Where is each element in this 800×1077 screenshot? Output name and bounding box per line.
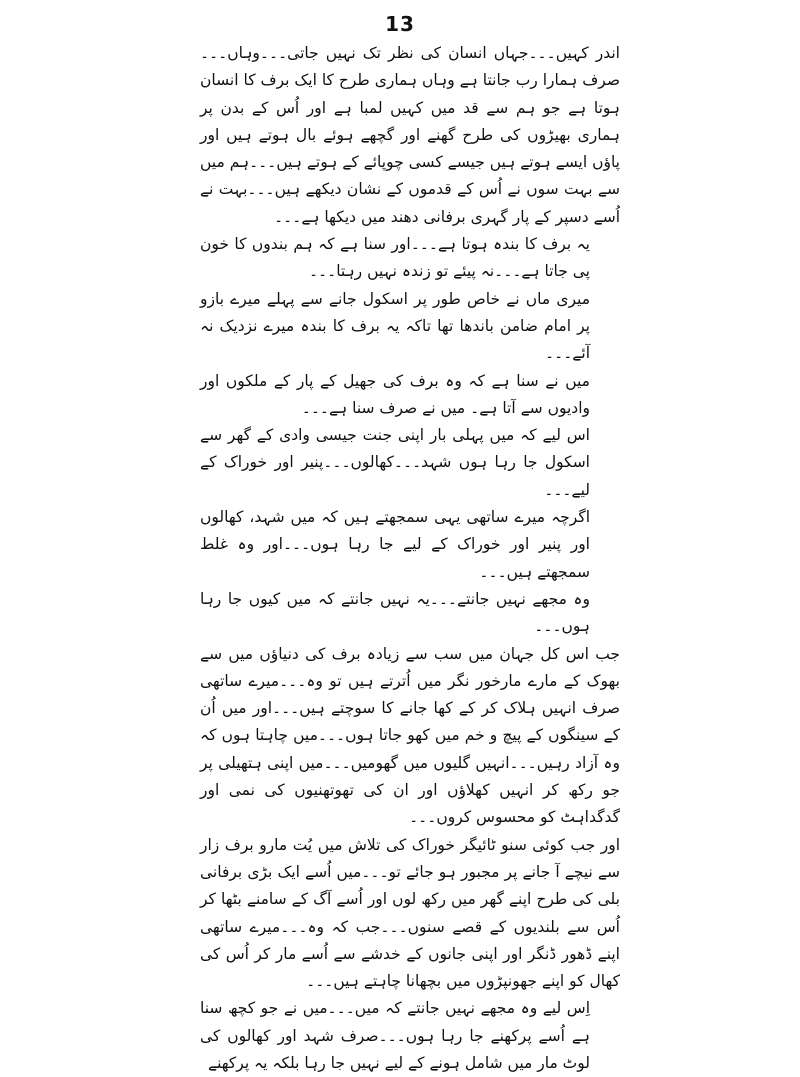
paragraph: میں نے سنا ہے کہ وہ برف کی جھیل کے پار کے ملکوں اور وادیوں سے آتا ہے۔ میں نے صرف سنا ہے۔۔۔ bbox=[200, 371, 590, 417]
page-number: 13 bbox=[385, 12, 415, 36]
paragraph: اور جب کوئی سنو ٹائیگر خوراک کی تلاش میں یُت مارو برف زار سے نیچے آ جانے پر مجبور ہو جائے تو۔۔۔میں اُسے ایک بڑی برفانی بلی کی طرح اپنے گھر میں رکھ لوں اور اُسے آگ کے سامنے بٹھا کر اُس سے بلندیوں کے قصے سنوں۔۔۔جب کہ وہ۔۔۔میرے ساتھی اپنے ڈھور ڈنگر اور اپنی جانوں کے خدشے سے اُسے مار کر اُس کی کھال کو اپنے جھونپڑوں میں بچھانا چاہتے ہیں۔۔۔ bbox=[200, 835, 620, 991]
paragraph: اگرچہ میرے ساتھی یہی سمجھتے ہیں کہ میں شہد، کھالوں اور پنیر اور خوراک کے لیے جا رہا ہوں۔۔۔اور وہ غلط سمجھتے ہیں۔۔۔ bbox=[200, 508, 590, 581]
paragraph: وہ مجھے نہیں جانتے۔۔۔یہ نہیں جانتے کہ میں کیوں جا رہا ہوں۔۔۔ bbox=[200, 589, 590, 636]
paragraph: یہ برف کا بندہ ہوتا ہے۔۔۔اور سنا ہے کہ ہم بندوں کا خون پی جاتا ہے۔۔۔نہ پیئے تو زندہ نہیں رہتا۔۔۔ bbox=[200, 235, 590, 281]
paragraph: میری ماں نے خاص طور پر اسکول جانے سے پہلے میرے بازو پر امام ضامن باندھا تھا تاکہ یہ برف کا بندہ میرے نزدیک نہ آئے۔۔۔ bbox=[200, 289, 590, 363]
paragraph: جب اس کل جہان میں سب سے زیادہ برف کی دنیاؤں میں سے بھوک کے مارے مارخور نگر میں اُترتے ہیں تو وہ۔۔۔میرے ساتھی صرف انہیں ہلاک کر کے کھا جانے کا سوچتے ہیں۔۔۔اور میں اُن کے سینگوں کے پیچ و خم میں کھو جاتا ہوں۔۔۔میں چاہتا ہوں کہ وہ آزاد رہیں۔۔۔انہیں گلیوں میں گھومیں۔۔۔میں اپنی ہتھیلی پر جو رکھ کر انہیں کھلاؤں اور ان کی تھوتھنیوں کی نمی اور گدگداہٹ کو محسوس کروں۔۔۔ bbox=[200, 644, 620, 827]
body-text bbox=[200, 40, 620, 1072]
paragraph: اس لیے کہ میں پہلی بار اپنی جنت جیسی وادی کے گھر سے اسکول جا رہا ہوں شہد۔۔۔کھالوں۔۔۔پنیر اور خوراک کے لیے۔۔۔ bbox=[200, 426, 590, 499]
paragraph: اِس لیے وہ مجھے نہیں جانتے کہ میں۔۔۔میں نے جو کچھ سنا ہے اُسے پرکھنے جا رہا ہوں۔۔۔صرف شہد اور کھالوں کی لوٹ مار میں شامل ہونے کے لیے نہیں جا رہا بلکہ یہ پرکھنے bbox=[200, 999, 590, 1072]
paragraph: اندر کہیں۔۔۔جہاں انسان کی نظر تک نہیں جاتی۔۔۔وہاں۔۔۔صرف ہمارا رب جانتا ہے وہاں ہماری طرح کا ایک برف کا انسان ہوتا ہے جو ہم سے قد میں کہیں لمبا ہے اور اُس کے بدن پر ہماری بھیڑوں کی طرح گھنے اور گچھے ہوئے بال ہوتے ہیں اور پاؤں ایسے ہوتے ہیں جیسے کسی چوپائے کے ہوتے ہیں۔۔۔ہم میں سے بہت سوں نے اُس کے قدموں کے نشان دیکھے ہیں۔۔۔بہت نے اُسے دسپر کے پار گہری برفانی دھند میں دیکھا ہے۔۔۔ bbox=[200, 44, 620, 226]
